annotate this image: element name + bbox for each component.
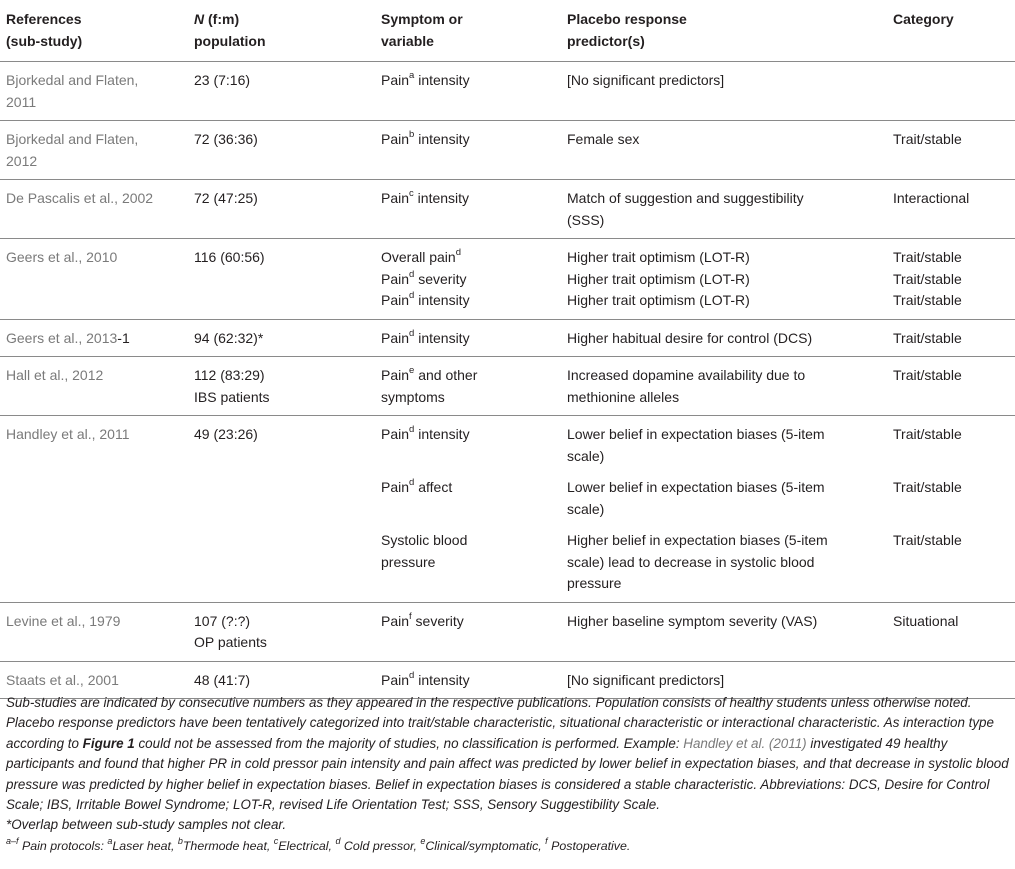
category-cell: [893, 357, 1015, 416]
reference-link[interactable]: Levine et al., 1979: [6, 612, 121, 629]
category-cell: [893, 180, 1015, 239]
header-category: Category: [893, 11, 954, 27]
predictor-text: Female sex: [567, 131, 640, 147]
predictor-text: Higher trait optimism (LOT-R): [567, 249, 750, 265]
table-row: [0, 416, 1015, 603]
population-cell: 49 (23:26): [194, 426, 258, 442]
predictor-cell: [567, 180, 893, 239]
predictor-cell: [567, 319, 893, 357]
predictor-cell: [567, 239, 893, 320]
reference-link[interactable]: Geers et al., 2010: [6, 249, 118, 265]
category-text: Trait/stable: [893, 329, 962, 346]
notes-paragraph: Sub-studies are indicated by consecutive numbers as they appeared in the respective publications. Population consists of healthy students unless otherwise noted. Placebo response predictors have been tentatively categorized into trait/stable characteristic, situational characteristic or interactional characteristic. As interaction type according to Figure 1 could not be assessed from the majority of studies, no classification is performed. Example: Handley et al. (2011) investigated 49 healthy participants and found that higher PR in cold pressor pain intensity and pain affect was predicted by lower belief in expectation biases, and that decrease in systolic blood pressure was predicted by higher belief in expectation biases. Belief in expectation biases is considered a stable characteristic. Abbreviations: DCS, Desire for Control Scale; IBS, Irritable Bowel Syndrome; LOT-R, revised Life Orientation Test; SSS, Sensory Suggestibility Scale.: [6, 695, 1009, 813]
predictor-text: Higher habitual desire for control (DCS): [567, 329, 813, 346]
predictor-text: [No significant predictors]: [567, 72, 725, 88]
reference-cell: [0, 239, 194, 320]
population-cell: 116 (60:56): [194, 249, 265, 265]
predictor-text: Increased dopamine availability due to methionine alleles: [567, 367, 806, 405]
reference-link[interactable]: Hall et al., 2012: [6, 367, 104, 383]
population-cell: 23 (7:16): [194, 72, 251, 88]
table-row: [0, 62, 1015, 121]
population-cell: 94 (62:32)*: [194, 329, 264, 346]
category-text: Situational: [893, 612, 959, 629]
category-cell: [893, 239, 1015, 320]
table-row: [0, 180, 1015, 239]
reference-link[interactable]: Handley et al., 2011: [6, 426, 130, 442]
population-cell: 72 (36:36): [194, 131, 258, 147]
predictor-text: Higher baseline symptom severity (VAS): [567, 612, 818, 629]
reference-cell: [0, 62, 194, 121]
population-cell: 112 (83:29) IBS patients: [194, 367, 270, 405]
category-cell: [893, 602, 1015, 661]
predictor-text: Lower belief in expectation biases (5-item scale): [567, 479, 825, 517]
symptom-cell: Pain$^e$ and other symptoms: [381, 357, 567, 416]
symptom-text: Pain$^d$ affect: [381, 477, 453, 495]
handley-link[interactable]: Handley et al. (2011): [683, 735, 807, 751]
table-row: [0, 357, 1015, 416]
category-text: Trait/stable: [893, 249, 962, 265]
pain-protocols-footnote: $^{a-f}$ Pain protocols: $^a$Laser heat, $^b$Thermode heat, $^c$Electrical, $^d$ Cold pressor, $^e$Clinical/symptomatic, $^f$ Postoperative.: [6, 835, 631, 853]
table-row: [0, 239, 1015, 320]
population-cell: 107 (?:?) OP patients: [194, 612, 267, 650]
predictor-cell: [567, 602, 893, 661]
category-text: Trait/stable: [893, 426, 962, 442]
reference-cell: [0, 121, 194, 180]
symptom-cell: [381, 62, 567, 121]
symptom-text: Pain$^d$ intensity: [381, 290, 470, 308]
predictor-text: Higher trait optimism (LOT-R): [567, 292, 750, 308]
predictor-text: Higher trait optimism (LOT-R): [567, 270, 750, 287]
symptom-cell: [381, 239, 567, 320]
symptom-text: Pain$^b$ intensity: [381, 129, 470, 147]
population-cell: 48 (41:7): [194, 671, 251, 688]
symptom-text: Pain$^c$ intensity: [381, 188, 470, 206]
predictor-cell: [567, 416, 893, 603]
reference-link[interactable]: De Pascalis et al., 2002: [6, 190, 154, 206]
figure-reference: Figure 1: [82, 735, 135, 751]
predictor-cell: [567, 121, 893, 180]
symptom-cell: [381, 180, 567, 239]
symptom-text: Systolic blood: [381, 532, 468, 548]
category-cell: [893, 121, 1015, 180]
symptom-text: Pain$^d$ intensity: [381, 669, 470, 688]
reference-cell: [0, 319, 194, 357]
symptom-cell: [381, 319, 567, 357]
symptom-text: Pain$^d$ severity: [381, 268, 467, 287]
reference-link[interactable]: Geers et al., 2013: [6, 329, 118, 346]
symptom-text: Overall pain$^d$: [381, 247, 461, 265]
category-cell: [893, 62, 1015, 121]
symptom-text: Pain$^a$ intensity: [381, 70, 470, 88]
reference-link[interactable]: 2012: [6, 152, 38, 169]
table-body: [0, 62, 1015, 699]
category-text: Trait/stable: [893, 479, 962, 495]
predictor-text: Match of suggestion and suggestibility (SSS): [567, 190, 804, 228]
reference-link[interactable]: Bjorkedal and Flaten,: [6, 72, 139, 88]
reference-cell: [0, 357, 194, 416]
population-cell: 72 (47:25): [194, 190, 258, 206]
symptom-cell: [381, 602, 567, 661]
table-row: [0, 602, 1015, 661]
category-text: Trait/stable: [893, 292, 962, 308]
table-header: [0, 0, 1015, 62]
symptom-text: Pain$^f$ severity: [381, 610, 464, 629]
overlap-note: *Overlap between sub-study samples not clear.: [6, 817, 287, 833]
symptom-text: Pain$^e$ and other: [381, 365, 478, 383]
table-row: [0, 319, 1015, 357]
category-cell: [893, 319, 1015, 357]
reference-link[interactable]: Bjorkedal and Flaten,: [6, 131, 139, 147]
reference-cell: [0, 602, 194, 661]
table-notes: [6, 693, 1012, 856]
predictor-text: Lower belief in expectation biases (5-item scale): [567, 426, 825, 464]
reference-link[interactable]: Staats et al., 2001: [6, 671, 119, 688]
category-cell: [893, 416, 1015, 603]
header-predictor: Placebo response predictor(s): [567, 11, 687, 49]
reference-cell: [0, 416, 194, 603]
predictor-cell: [567, 357, 893, 416]
symptom-text: Pain$^d$ intensity: [381, 327, 470, 346]
table-row: [0, 121, 1015, 180]
category-text: Trait/stable: [893, 131, 962, 147]
symptom-cell: Pain$^d$ intensity Pain$^d$ affect Systolic blood pressure: [381, 416, 567, 603]
header-population: N (f:m) population: [194, 11, 266, 49]
symptom-text: Pain$^d$ intensity: [381, 424, 470, 442]
category-text: Trait/stable: [893, 532, 962, 548]
predictor-text: Higher belief in expectation biases (5-item scale) lead to decrease in systolic blood pressure: [567, 532, 828, 591]
substudy-number: -1: [117, 329, 130, 346]
header-symptom: Symptom or variable: [381, 11, 463, 49]
category-text: Trait/stable: [893, 270, 962, 287]
predictor-cell: [567, 62, 893, 121]
category-text: Trait/stable: [893, 367, 962, 383]
category-text: Interactional: [893, 190, 970, 206]
header-references: References (sub-study): [6, 11, 83, 49]
reference-cell: [0, 180, 194, 239]
reference-link[interactable]: 2011: [6, 93, 37, 110]
predictor-text: [No significant predictors]: [567, 671, 725, 688]
symptom-cell: [381, 121, 567, 180]
